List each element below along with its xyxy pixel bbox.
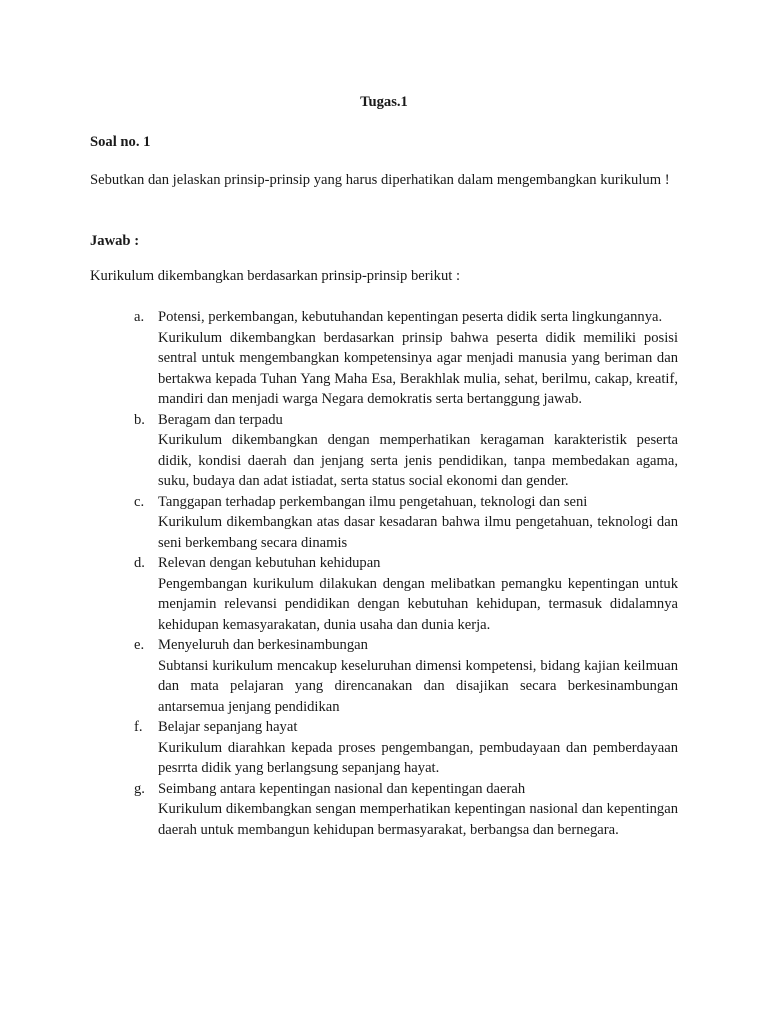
item-description: Kurikulum dikembangkan atas dasar kesadaran bahwa ilmu pengetahuan, teknologi dan seni berkembang secara dinamis [158,514,678,551]
list-marker: b. [134,411,145,428]
item-description: Kurikulum dikembangkan berdasarkan prinsip bahwa peserta didik memiliki posisi sentral untuk mengembangkan kompetensinya agar menjadi manusia yang beriman dan bertakwa kepada Tuhan Yang Maha Esa, Berakhlak mulia, sehat, berilmu, cakap, kreatif, mandiri dan menjadi warga Negara demokratis serta bertanggung jawab. [158,329,678,407]
list-item [131,635,678,717]
list-marker: a. [134,309,145,325]
list-item [131,410,678,492]
list-marker: c. [134,493,145,510]
list-item [131,553,678,635]
item-title: Tanggapan terhadap perkembangan ilmu pengetahuan, teknologi dan seni [158,493,588,510]
document-page [90,0,678,1024]
list-marker: g. [134,780,145,797]
item-description: Subtansi kurikulum mencakup keseluruhan dimensi kompetensi, bidang kajian keilmuan dan mata pelajaran yang direncanakan dan disajikan secara berkesinambungan antarsemua jenjang pendidikan [158,657,678,715]
list-item [131,717,678,779]
item-description: Kurikulum dikembangkan dengan memperhatikan keragaman karakteristik peserta didik, kondisi daerah dan jenjang serta jenis pendidikan, tanpa membedakan agama, suku, budaya dan adat istiadat, serta status social ekonomi dan gender. [158,432,678,489]
list-marker: f. [134,719,143,735]
list-marker: d. [134,555,145,571]
question-text: Sebutkan dan jelaskan prinsip-prinsip yang harus diperhatikan dalam mengembangkan kurikulum ! [90,172,670,188]
answer-intro: Kurikulum dikembangkan berdasarkan prinsip-prinsip berikut : [90,268,461,284]
list-item [131,492,678,554]
item-description: Kurikulum dikembangkan sengan memperhatikan kepentingan nasional dan kepentingan daerah untuk membangun kehidupan bermasyarakat, berbangsa dan bernegara. [158,801,678,838]
item-title: Relevan dengan kebutuhan kehidupan [158,555,381,571]
list-item [131,307,678,410]
item-title: Belajar sepanjang hayat [158,719,298,735]
item-description: Pengembangan kurikulum dilakukan dengan melibatkan pemangku kepentingan untuk menjamin relevansi pendidikan dengan kebutuhan kehidupan, termasuk didalamnya kehidupan kemasyarakatan, dunia usaha dan dunia kerja. [158,575,678,633]
item-title: Menyeluruh dan berkesinambungan [158,637,368,653]
list-marker: e. [134,637,145,653]
question-heading: Soal no. 1 [90,134,151,150]
item-title: Potensi, perkembangan, kebutuhandan kepentingan peserta didik serta lingkungannya. [158,309,663,325]
document-title: Tugas.1 [360,94,408,110]
item-title: Seimbang antara kepentingan nasional dan kepentingan daerah [158,780,526,797]
principles-list [131,307,678,840]
list-item [131,779,678,841]
item-description: Kurikulum diarahkan kepada proses pengembangan, pembudayaan dan pemberdayaan pesrrta didik yang berlangsung sepanjang hayat. [158,739,678,776]
item-title: Beragam dan terpadu [158,411,283,428]
answer-heading: Jawab : [90,233,140,249]
